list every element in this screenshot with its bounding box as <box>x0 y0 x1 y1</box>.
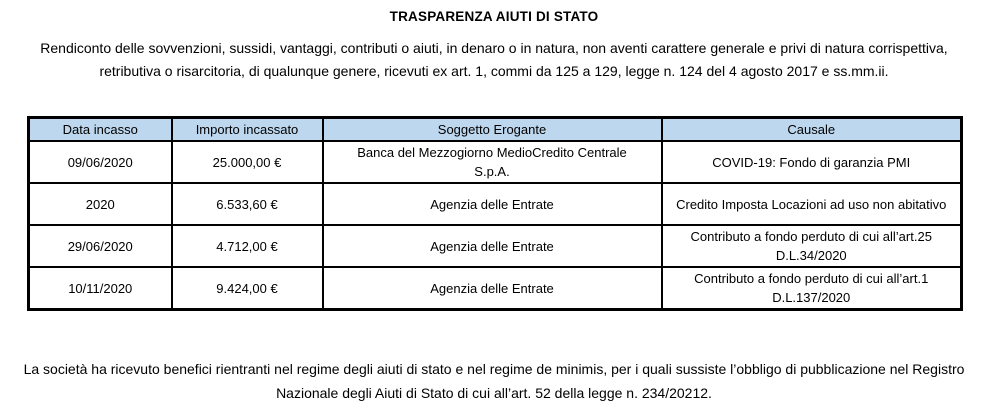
cell-importo <box>172 225 323 267</box>
column-header-importo-incassato: Importo incassato <box>172 118 323 142</box>
table-header-row <box>29 118 962 142</box>
table-row <box>29 225 962 267</box>
intro-paragraph: Rendiconto delle sovvenzioni, sussidi, vantaggi, contributi o aiuti, in denaro o in natura, non aventi carattere generale e privi di natura corrispettiva, retributiva o risarcitoria, di qualunque genere, ricevuti ex art. 1, commi da 125 a 129, legge n. 124 del 4 agosto 2017 e ss.mm.ii. <box>40 40 948 79</box>
table-row <box>29 183 962 225</box>
cell-importo <box>172 183 323 225</box>
footnote-paragraph: La società ha ricevuto benefici rientranti nel regime degli aiuti di stato e nel regime de minimis, per i quali sussiste l’obbligo di pubblicazione nel Registro Nazionale degli Aiuti di Stato di cui all’art. 52 della legge n. 234/20212. <box>23 361 965 401</box>
cell-importo <box>172 141 323 183</box>
table-row <box>29 141 962 183</box>
cell-causale <box>662 183 962 225</box>
cell-text: COVID-19: Fondo di garanzia PMI <box>712 154 911 170</box>
cell-data-incasso <box>29 183 172 225</box>
cell-text: Contributo a fondo perduto di cui all’art.1 D.L.137/2020 <box>694 271 929 305</box>
table-row <box>29 267 962 310</box>
page-title: TRASPARENZA AIUTI DI STATO <box>389 9 599 24</box>
cell-text: 6.533,60 € <box>216 196 278 212</box>
cell-data-incasso <box>29 267 172 310</box>
cell-text: Contributo a fondo perduto di cui all’art.25 D.L.34/2020 <box>690 229 932 263</box>
table-body <box>29 141 962 310</box>
cell-text: 09/06/2020 <box>67 154 133 170</box>
cell-text: 25.000,00 € <box>212 154 282 170</box>
cell-soggetto <box>323 225 662 267</box>
cell-text: 10/11/2020 <box>68 280 133 296</box>
cell-text: 29/06/2020 <box>67 238 133 254</box>
cell-soggetto <box>323 141 662 183</box>
state-aid-table <box>27 116 963 311</box>
column-header-soggetto-erogante: Soggetto Erogante <box>323 118 662 142</box>
cell-soggetto <box>323 183 662 225</box>
cell-data-incasso <box>29 141 172 183</box>
cell-text: 2020 <box>85 196 115 212</box>
cell-text: Agenzia delle Entrate <box>430 238 554 254</box>
column-header-causale: Causale <box>662 118 962 142</box>
cell-text: 4.712,00 € <box>216 238 278 254</box>
cell-importo <box>172 267 323 310</box>
cell-text: Agenzia delle Entrate <box>430 196 554 212</box>
cell-text: Banca del Mezzogiorno MedioCredito Centrale S.p.A. <box>357 145 627 179</box>
cell-text: 9.424,00 € <box>216 280 278 296</box>
table-header <box>29 118 962 142</box>
cell-soggetto <box>323 267 662 310</box>
cell-data-incasso <box>29 225 172 267</box>
cell-causale <box>662 141 962 183</box>
cell-causale <box>662 225 962 267</box>
column-header-data-incasso: Data incasso <box>29 118 172 142</box>
cell-text: Credito Imposta Locazioni ad uso non abitativo <box>676 196 947 212</box>
cell-causale <box>662 267 962 310</box>
cell-text: Agenzia delle Entrate <box>430 280 554 296</box>
